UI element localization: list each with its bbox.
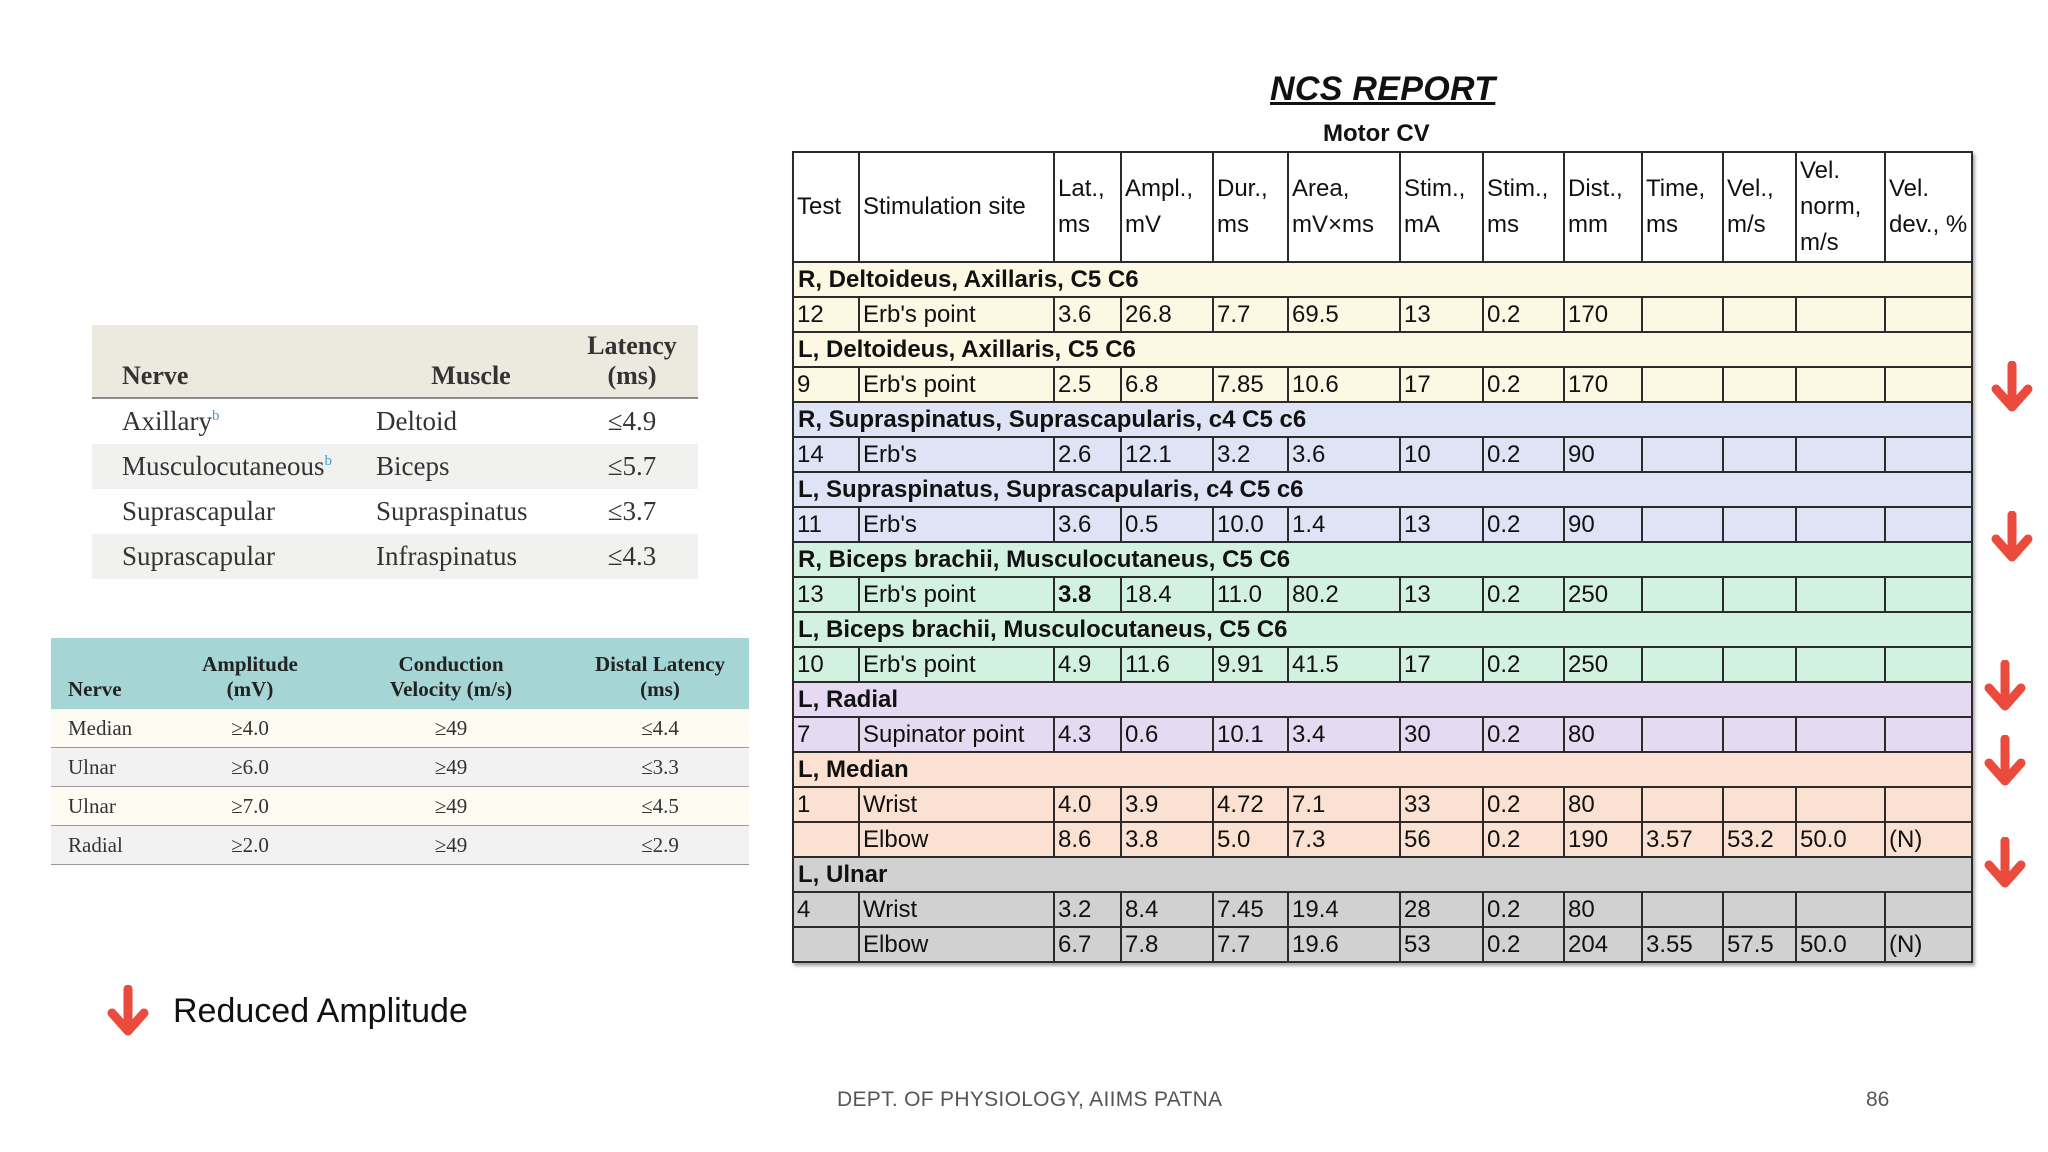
section-title: R, Deltoideus, Axillaris, C5 C6: [793, 262, 1972, 297]
data-cell: 12: [793, 297, 859, 332]
velocity-cell: ≥49: [331, 826, 571, 865]
amplitude-cell: ≥6.0: [169, 748, 331, 787]
down-arrow-icon: [1983, 837, 2027, 889]
distal-latency-cell: ≤4.4: [571, 709, 749, 748]
latency-cell: ≤3.7: [607, 496, 657, 526]
data-cell: [1723, 892, 1796, 927]
data-cell: [1885, 892, 1972, 927]
data-cell: 3.8: [1121, 822, 1213, 857]
data-cell: 11.0: [1213, 577, 1288, 612]
data-cell: [1796, 787, 1885, 822]
section-row: [793, 472, 1972, 507]
data-cell: 3.57: [1642, 822, 1723, 857]
data-row: [793, 717, 1972, 752]
data-cell: 0.2: [1483, 892, 1564, 927]
legend-label: Reduced Amplitude: [173, 992, 468, 1030]
data-cell: 0.2: [1483, 787, 1564, 822]
data-cell: [1642, 507, 1723, 542]
section-title: L, Supraspinatus, Suprascapularis, c4 C5 c6: [793, 472, 1972, 507]
data-row: [793, 647, 1972, 682]
nerve-cell: Radial: [51, 826, 169, 865]
table-row: [51, 748, 749, 787]
data-cell: 41.5: [1288, 647, 1400, 682]
header-muscle: Muscle: [376, 325, 566, 398]
down-arrow-icon: [1990, 361, 2034, 413]
data-cell: 53.2: [1723, 822, 1796, 857]
data-cell: [1885, 437, 1972, 472]
data-cell: 19.4: [1288, 892, 1400, 927]
header-distal-latency: Distal Latency (ms): [571, 638, 749, 709]
data-cell: 8.6: [1054, 822, 1121, 857]
data-cell: 170: [1564, 367, 1642, 402]
amplitude-table-header: [51, 638, 749, 709]
data-cell: 80.2: [1288, 577, 1400, 612]
data-cell: 4.3: [1054, 717, 1121, 752]
report-subtitle: Motor CV: [1323, 120, 1430, 147]
data-cell: [1642, 297, 1723, 332]
data-row: [793, 577, 1972, 612]
data-cell: [1642, 647, 1723, 682]
nerve-cell: [92, 534, 376, 579]
data-cell: [1723, 577, 1796, 612]
latency-cell: ≤4.3: [566, 534, 698, 579]
data-cell: 7.45: [1213, 892, 1288, 927]
data-cell: Wrist: [859, 787, 1054, 822]
data-cell: (N): [1885, 927, 1972, 962]
column-header: Stim., mA: [1400, 152, 1483, 262]
section-row: [793, 682, 1972, 717]
data-row: [793, 822, 1972, 857]
header-latency: Latency (ms): [566, 325, 698, 398]
data-cell: 10: [1400, 437, 1483, 472]
data-cell: 0.2: [1483, 647, 1564, 682]
data-cell: 9.91: [1213, 647, 1288, 682]
table-row: [92, 534, 698, 579]
data-cell: [1885, 717, 1972, 752]
data-cell: [1796, 717, 1885, 752]
data-cell: 0.2: [1483, 927, 1564, 962]
data-cell: 7.85: [1213, 367, 1288, 402]
data-cell: [793, 927, 859, 962]
data-cell: 4.9: [1054, 647, 1121, 682]
data-cell: 3.9: [1121, 787, 1213, 822]
data-cell: 19.6: [1288, 927, 1400, 962]
column-header: Ampl., mV: [1121, 152, 1213, 262]
data-cell: [1796, 892, 1885, 927]
data-cell: 13: [793, 577, 859, 612]
data-cell: 0.2: [1483, 717, 1564, 752]
data-cell: Erb's point: [859, 367, 1054, 402]
data-cell: 13: [1400, 577, 1483, 612]
data-cell: [793, 822, 859, 857]
data-cell: 3.6: [1288, 437, 1400, 472]
data-cell: 250: [1564, 647, 1642, 682]
data-cell: 14: [793, 437, 859, 472]
column-header: Lat., ms: [1054, 152, 1121, 262]
nerve-cell: Ulnar: [51, 787, 169, 826]
table-row: [51, 709, 749, 748]
velocity-cell: ≥49: [331, 787, 571, 826]
data-cell: [1796, 437, 1885, 472]
data-cell: [1885, 577, 1972, 612]
section-title: R, Biceps brachii, Musculocutaneus, C5 C6: [793, 542, 1972, 577]
latency-cell: ≤4.9: [607, 406, 657, 436]
data-cell: 80: [1564, 787, 1642, 822]
data-cell: 26.8: [1121, 297, 1213, 332]
down-arrow-icon: [1990, 511, 2034, 563]
amplitude-cell: ≥2.0: [169, 826, 331, 865]
data-cell: 13: [1400, 507, 1483, 542]
section-title: L, Radial: [793, 682, 1972, 717]
data-cell: Erb's: [859, 437, 1054, 472]
data-cell: Erb's point: [859, 297, 1054, 332]
data-cell: [1642, 717, 1723, 752]
data-cell: [1796, 577, 1885, 612]
data-cell: Elbow: [859, 822, 1054, 857]
data-cell: 6.7: [1054, 927, 1121, 962]
data-cell: 7.7: [1213, 297, 1288, 332]
data-cell: [1885, 367, 1972, 402]
data-cell: [1885, 507, 1972, 542]
data-cell: 6.8: [1121, 367, 1213, 402]
data-row: [793, 507, 1972, 542]
data-cell: 2.6: [1054, 437, 1121, 472]
data-cell: [1723, 367, 1796, 402]
data-cell: 4.0: [1054, 787, 1121, 822]
section-row: [793, 542, 1972, 577]
data-cell: 204: [1564, 927, 1642, 962]
table-row: [51, 826, 749, 865]
distal-latency-cell: ≤2.9: [571, 826, 749, 865]
data-cell: 53: [1400, 927, 1483, 962]
data-cell: 4.72: [1213, 787, 1288, 822]
data-cell: [1642, 437, 1723, 472]
data-cell: 10.6: [1288, 367, 1400, 402]
muscle-cell: Deltoid: [376, 406, 457, 436]
data-cell: 250: [1564, 577, 1642, 612]
data-cell: 0.2: [1483, 822, 1564, 857]
column-header: Area, mV×ms: [1288, 152, 1400, 262]
data-cell: 33: [1400, 787, 1483, 822]
distal-latency-cell: ≤3.3: [571, 748, 749, 787]
data-row: [793, 367, 1972, 402]
data-cell: 57.5: [1723, 927, 1796, 962]
data-cell: [1796, 297, 1885, 332]
data-cell: 8.4: [1121, 892, 1213, 927]
table-row: [92, 489, 698, 534]
column-header: Dist., mm: [1564, 152, 1642, 262]
data-cell: 12.1: [1121, 437, 1213, 472]
data-cell: 30: [1400, 717, 1483, 752]
data-cell: 18.4: [1121, 577, 1213, 612]
latency-table-header: [92, 325, 698, 398]
data-cell: 3.55: [1642, 927, 1723, 962]
data-cell: 90: [1564, 437, 1642, 472]
section-row: [793, 262, 1972, 297]
data-cell: 9: [793, 367, 859, 402]
column-header: Vel. dev., %: [1885, 152, 1972, 262]
data-cell: 3.2: [1213, 437, 1288, 472]
section-row: [793, 612, 1972, 647]
footnote-mark: b: [211, 408, 220, 424]
data-cell: 17: [1400, 367, 1483, 402]
section-row: [793, 402, 1972, 437]
data-cell: 0.2: [1483, 297, 1564, 332]
nerve-cell: [92, 489, 376, 534]
data-row: [793, 892, 1972, 927]
muscle-cell: Supraspinatus: [376, 496, 528, 526]
data-cell: 50.0: [1796, 822, 1885, 857]
data-cell: 7: [793, 717, 859, 752]
data-row: [793, 787, 1972, 822]
down-arrow-icon: [106, 985, 150, 1037]
section-row: [793, 752, 1972, 787]
data-cell: [1796, 507, 1885, 542]
data-cell: 90: [1564, 507, 1642, 542]
section-row: [793, 857, 1972, 892]
amplitude-reference-table: [51, 638, 749, 865]
table-row: [92, 398, 698, 444]
amplitude-cell: ≥4.0: [169, 709, 331, 748]
data-cell: 5.0: [1213, 822, 1288, 857]
data-cell: [1723, 717, 1796, 752]
data-cell: [1642, 577, 1723, 612]
data-cell: [1642, 892, 1723, 927]
nerve-cell: [92, 398, 376, 444]
data-cell: 2.5: [1054, 367, 1121, 402]
data-cell: 17: [1400, 647, 1483, 682]
amplitude-cell: ≥7.0: [169, 787, 331, 826]
data-cell: 13: [1400, 297, 1483, 332]
data-cell: 1: [793, 787, 859, 822]
column-header: Stimulation site: [859, 152, 1054, 262]
data-cell: 56: [1400, 822, 1483, 857]
column-header: Dur., ms: [1213, 152, 1288, 262]
slide-number: 86: [1866, 1088, 1890, 1111]
section-title: L, Ulnar: [793, 857, 1972, 892]
latency-reference-table: [92, 325, 698, 579]
data-cell: 0.2: [1483, 507, 1564, 542]
nerve-cell: [92, 444, 376, 489]
header-amplitude: Amplitude (mV): [169, 638, 331, 709]
data-cell: Wrist: [859, 892, 1054, 927]
muscle-cell: Infraspinatus: [376, 534, 566, 579]
data-cell: 7.7: [1213, 927, 1288, 962]
data-cell: Erb's: [859, 507, 1054, 542]
column-header: Test: [793, 152, 859, 262]
data-cell: 80: [1564, 892, 1642, 927]
data-cell: [1796, 367, 1885, 402]
table-row: [92, 444, 698, 489]
muscle-cell: Biceps: [376, 444, 566, 489]
nerve-cell: Median: [51, 709, 169, 748]
data-cell: 3.6: [1054, 507, 1121, 542]
data-cell: [1642, 367, 1723, 402]
data-cell: 190: [1564, 822, 1642, 857]
data-cell: 50.0: [1796, 927, 1885, 962]
data-cell: [1642, 787, 1723, 822]
nerve-name: Axillary: [122, 406, 212, 436]
data-cell: 1.4: [1288, 507, 1400, 542]
section-title: L, Median: [793, 752, 1972, 787]
data-cell: [1723, 787, 1796, 822]
data-cell: [1885, 787, 1972, 822]
section-title: L, Biceps brachii, Musculocutaneus, C5 C6: [793, 612, 1972, 647]
data-cell: 69.5: [1288, 297, 1400, 332]
data-cell: [1885, 647, 1972, 682]
velocity-cell: ≥49: [331, 709, 571, 748]
header-nerve: Nerve: [51, 638, 169, 709]
data-cell: 10.0: [1213, 507, 1288, 542]
data-cell: 10.1: [1213, 717, 1288, 752]
nerve-name: Suprascapular: [122, 541, 275, 571]
data-row: [793, 927, 1972, 962]
data-cell: 4: [793, 892, 859, 927]
data-cell: 170: [1564, 297, 1642, 332]
data-cell: (N): [1885, 822, 1972, 857]
nerve-name: Musculocutaneous: [122, 451, 325, 481]
distal-latency-cell: ≤4.5: [571, 787, 749, 826]
data-cell: 0.2: [1483, 437, 1564, 472]
header-velocity: Conduction Velocity (m/s): [331, 638, 571, 709]
data-cell: 10: [793, 647, 859, 682]
data-cell: 0.2: [1483, 577, 1564, 612]
data-cell: Erb's point: [859, 647, 1054, 682]
footnote-mark: b: [324, 453, 332, 469]
down-arrow-icon: [1983, 735, 2027, 787]
column-header: Time, ms: [1642, 152, 1723, 262]
header-nerve: Nerve: [92, 325, 376, 398]
data-cell: [1723, 437, 1796, 472]
report-title: NCS REPORT: [1270, 70, 1496, 108]
data-cell: Erb's point: [859, 577, 1054, 612]
nerve-cell: Ulnar: [51, 748, 169, 787]
data-cell: 0.5: [1121, 507, 1213, 542]
data-cell: 7.1: [1288, 787, 1400, 822]
data-cell: 11.6: [1121, 647, 1213, 682]
data-cell: 3.4: [1288, 717, 1400, 752]
data-cell: Elbow: [859, 927, 1054, 962]
data-cell: 28: [1400, 892, 1483, 927]
column-header: Stim., ms: [1483, 152, 1564, 262]
ncs-report-table: [792, 151, 1973, 963]
latency-cell: ≤5.7: [566, 444, 698, 489]
section-row: [793, 332, 1972, 367]
data-cell: 7.3: [1288, 822, 1400, 857]
data-cell: [1723, 297, 1796, 332]
data-cell: 7.8: [1121, 927, 1213, 962]
data-cell: 80: [1564, 717, 1642, 752]
nerve-name: Suprascapular: [122, 496, 275, 526]
column-header: Vel., m/s: [1723, 152, 1796, 262]
data-cell: 0.2: [1483, 367, 1564, 402]
data-cell: 11: [793, 507, 859, 542]
data-cell: 3.2: [1054, 892, 1121, 927]
data-cell: Supinator point: [859, 717, 1054, 752]
data-row: [793, 437, 1972, 472]
data-cell: [1796, 647, 1885, 682]
velocity-cell: ≥49: [331, 748, 571, 787]
data-cell: [1723, 647, 1796, 682]
data-row: [793, 297, 1972, 332]
ncs-header-row: [793, 152, 1972, 262]
data-cell: 0.6: [1121, 717, 1213, 752]
section-title: L, Deltoideus, Axillaris, C5 C6: [793, 332, 1972, 367]
data-cell: [1885, 297, 1972, 332]
section-title: R, Supraspinatus, Suprascapularis, c4 C5 c6: [793, 402, 1972, 437]
table-row: [51, 787, 749, 826]
data-cell: [1723, 507, 1796, 542]
footer-text: DEPT. OF PHYSIOLOGY, AIIMS PATNA: [837, 1088, 1223, 1111]
column-header: Vel. norm, m/s: [1796, 152, 1885, 262]
data-cell: 3.8: [1054, 577, 1121, 612]
data-cell: 3.6: [1054, 297, 1121, 332]
down-arrow-icon: [1983, 660, 2027, 712]
